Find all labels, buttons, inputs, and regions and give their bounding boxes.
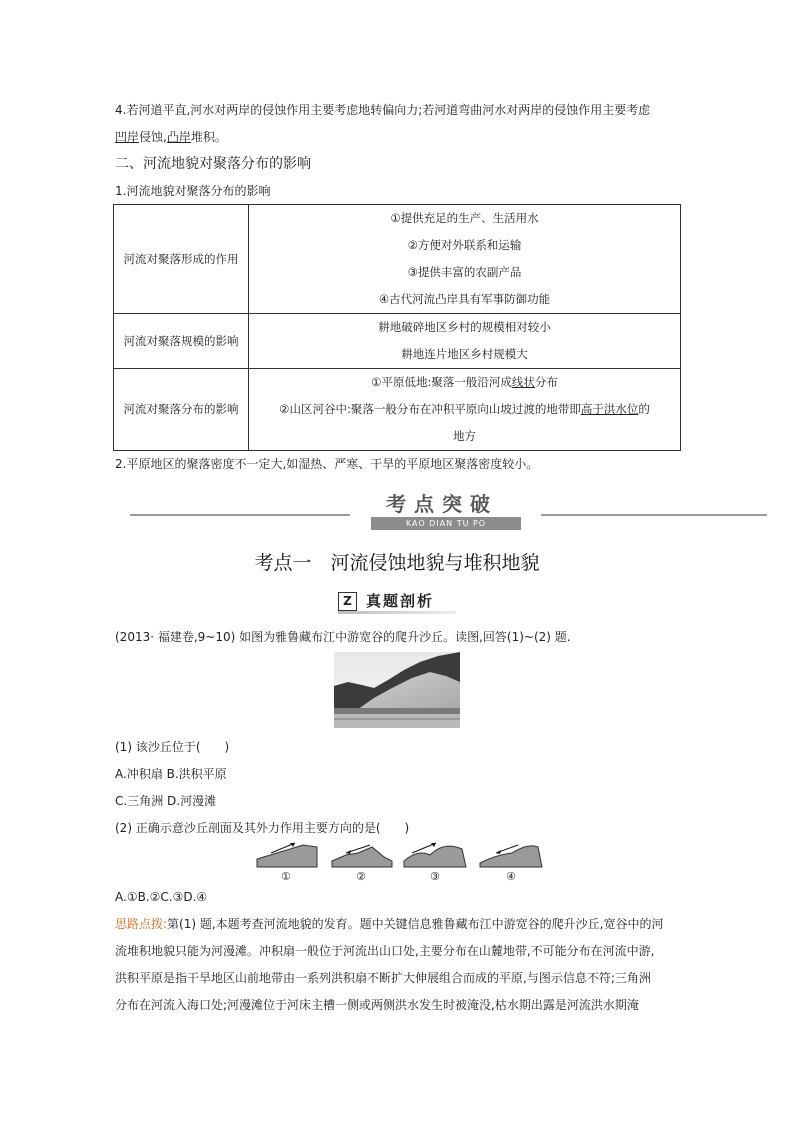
subsection1-title: 1.河流地貌对聚落分布的影响 (115, 184, 271, 198)
para4-line2 (115, 129, 227, 145)
tag-letter-icon: Z (338, 592, 357, 611)
tag-text: 真题剖析 (366, 592, 435, 610)
concave-bank-text: 凹岸 (115, 130, 140, 144)
convex-bank-text: 凸岸 (166, 130, 191, 144)
banner-line-left (130, 514, 350, 516)
climbing-dune-photo (334, 652, 460, 728)
table-row3-head: 河流对聚落分布的影响 (114, 369, 249, 451)
para4-line1: 4.若河道平直,河水对两岸的侵蚀作用主要考虑地转偏向力;若河道弯曲河水对两岸的侵蚀作用主要考虑 (115, 103, 651, 117)
question-1: (1) 该沙丘位于( ) (115, 740, 230, 754)
profile-diagram-3 (402, 839, 472, 869)
settlement-table (113, 204, 681, 451)
profile-label-3: ③ (430, 870, 440, 883)
table-row2-content: 耕地破碎地区乡村的规模相对较小 耕地连片地区乡村规模大 (249, 314, 681, 369)
para4-end: 堆积。 (190, 130, 227, 144)
question-intro: (2013· 福建卷,9~10) 如图为雅鲁藏布江中游宽谷的爬升沙丘。读图,回答(1)~(2) 题. (115, 630, 571, 644)
hint-line4: 分布在河流入海口处;河漫滩位于河床主槽一侧或两侧洪水发生时被淹没,枯水期出露是河流洪水期淹 (115, 998, 639, 1012)
table-row1-head: 河流对聚落形成的作用 (114, 205, 249, 314)
banner-subtitle: KAO DIAN TU PO (371, 517, 521, 530)
section-title: 考点一 河流侵蚀地貌与堆积地貌 (254, 552, 540, 574)
real-question-tag (338, 590, 456, 614)
table-row2-head: 河流对聚落规模的影响 (114, 314, 249, 369)
hint-line1: 思路点拨:第(1) 题,本题考查河流地貌的发育。题中关键信息雅鲁藏布江中游宽谷的爬升沙丘,宽谷中的河 (115, 917, 664, 931)
section2-title: 二、河流地貌对聚落分布的影响 (115, 156, 311, 172)
hint-line2: 流堆积地貌只能为河漫滩。冲积扇一般位于河流出山口处,主要分布在山麓地带,不可能分布在河流中游, (115, 944, 655, 958)
banner-title: 考点突破 (386, 492, 498, 516)
subsection2-text: 2.平原地区的聚落密度不一定大,如湿热、严寒、干旱的平原地区聚落密度较小。 (115, 457, 539, 471)
tag-underline (338, 611, 456, 614)
table-row1-content: ①提供充足的生产、生活用水 ②方便对外联系和运输 ③提供丰富的农副产品 ④古代河流凸岸具有军事防御功能 (249, 205, 681, 314)
question-1-options-ab: A.冲积扇 B.洪积平原 (115, 767, 227, 781)
question-2-options: A.①B.②C.③D.④ (115, 890, 208, 904)
hint-line3: 洪积平原是指干旱地区山前地带由一系列洪积扇不断扩大伸展组合而成的平原,与图示信息不符;三角洲 (115, 971, 651, 985)
profile-diagram-2 (328, 839, 398, 869)
profile-label-2: ② (356, 870, 366, 883)
banner-line-right (541, 514, 767, 516)
question-1-options-cd: C.三角洲 D.河漫滩 (115, 794, 217, 808)
table-row3-content: ①平原低地:聚落一般沿河成线状分布 ②山区河谷中:聚落一般分布在冲积平原向山坡过渡的地带即高于洪水位的 地方 (249, 369, 681, 451)
profile-label-1: ① (281, 870, 291, 883)
question-2: (2) 正确示意沙丘剖面及其外力作用主要方向的是( ) (115, 821, 410, 835)
para4-mid: 侵蚀, (139, 130, 167, 144)
hint-label: 思路点拨: (115, 917, 168, 931)
profile-label-4: ④ (506, 870, 516, 883)
profile-diagram-1 (253, 839, 323, 869)
profile-diagram-4 (476, 839, 546, 869)
